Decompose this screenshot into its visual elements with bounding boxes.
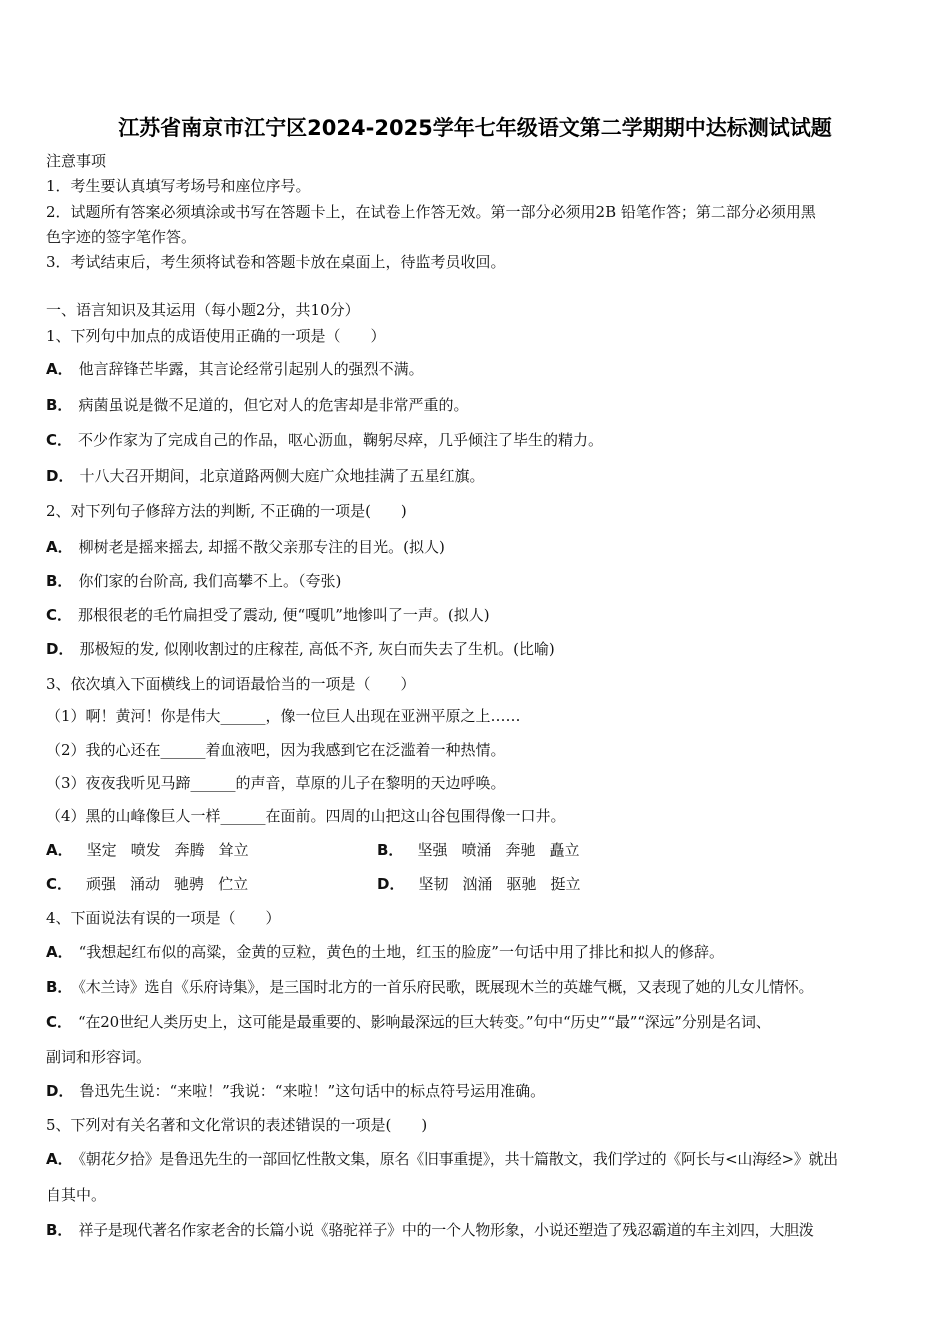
q5-option-a xyxy=(46,1149,838,1169)
option-text: 不少作家为了完成自己的作品，呕心沥血，鞠躬尽瘁，几乎倾注了毕生的精力。 xyxy=(78,431,604,449)
notice-item: 色字迹的签字笔作答。 xyxy=(46,228,197,246)
option-word: 奔驰 xyxy=(505,841,536,859)
option-word: 挺立 xyxy=(550,875,581,893)
option-label: B． xyxy=(46,978,73,996)
option-word: 伫立 xyxy=(218,875,249,893)
option-label: A． xyxy=(46,1150,73,1168)
q1-option-a xyxy=(46,359,424,379)
option-word: 汹涌 xyxy=(462,875,493,893)
option-text: 祥子是现代著名作家老舍的长篇小说《骆驼祥子》中的一个人物形象，小说还塑造了残忍霸道的车主刘四，大胆泼 xyxy=(78,1221,814,1239)
q4-option-b xyxy=(46,977,813,997)
q3-option-b xyxy=(377,840,594,860)
option-word: 奔腾 xyxy=(174,841,205,859)
q1-option-c xyxy=(46,430,603,450)
option-label: A． xyxy=(46,360,73,378)
option-text: 他言辞锋芒毕露，其言论经常引起别人的强烈不满。 xyxy=(78,360,424,378)
option-label: A． xyxy=(46,538,73,556)
notice-item: 1．考生要认真填写考场号和座位序号。 xyxy=(46,177,311,195)
section-heading: 一、语言知识及其运用（每小题2分，共10分） xyxy=(46,301,360,319)
option-text: 柳树老是摇来摇去, 却摇不散父亲那专注的目光。(拟人) xyxy=(78,538,445,556)
option-label: D． xyxy=(46,1082,74,1100)
option-label: A． xyxy=(46,841,73,859)
q5-option-b xyxy=(46,1220,813,1240)
option-word: 顽强 xyxy=(86,875,117,893)
option-text: 自其中。 xyxy=(46,1186,107,1204)
option-word: 矗立 xyxy=(549,841,580,859)
option-word: 涌动 xyxy=(130,875,161,893)
q1-option-d xyxy=(46,466,484,486)
option-label: C． xyxy=(46,431,73,449)
notice-item: 2．试题所有答案必须填涂或书写在答题卡上，在试卷上作答无效。第一部分必须用2B 铅笔作答；第二部分必须用黑 xyxy=(46,203,816,221)
q2-option-b xyxy=(46,571,341,591)
q1-option-b xyxy=(46,395,468,415)
option-text: 那根很老的毛竹扁担受了震动, 便“嘎叽”地惨叫了一声。(拟人) xyxy=(78,606,490,624)
q2-option-a xyxy=(46,537,445,557)
option-text: “我想起红布似的高粱，金黄的豆粒，黄色的土地，红玉的脸庞”一句话中用了排比和拟人的修辞。 xyxy=(78,943,724,961)
option-word: 耸立 xyxy=(218,841,249,859)
question-stem-3: 3、依次填入下面横线上的词语最恰当的一项是（ ） xyxy=(46,675,416,693)
option-label: C． xyxy=(46,606,73,624)
option-word: 驱驰 xyxy=(506,875,537,893)
question-stem-5: 5、下列对有关名著和文化常识的表述错误的一项是( ) xyxy=(46,1116,428,1134)
q3-item: （1）啊！黄河！你是伟大______，像一位巨人出现在亚洲平原之上…… xyxy=(46,707,521,725)
option-label: B． xyxy=(377,841,404,859)
option-text: 《木兰诗》选自《乐府诗集》，是三国时北方的一首乐府民歌，既展现木兰的英雄气概，又表现了她的儿女儿情怀。 xyxy=(78,978,814,996)
option-text: 《朝花夕拾》是鲁迅先生的一部回忆性散文集，原名《旧事重提》，共十篇散文，我们学过的《阿长与<山海经>》就出 xyxy=(78,1150,838,1168)
q2-option-d xyxy=(46,639,555,659)
q3-item: （4）黑的山峰像巨人一样______在面前。四周的山把这山谷包围得像一口井。 xyxy=(46,807,566,825)
option-label: C． xyxy=(46,875,73,893)
option-text: 鲁迅先生说：“来啦！”我说：“来啦！”这句话中的标点符号运用准确。 xyxy=(79,1082,546,1100)
option-word: 喷发 xyxy=(130,841,161,859)
q4-option-d xyxy=(46,1081,545,1101)
option-word: 坚韧 xyxy=(418,875,449,893)
option-label: C． xyxy=(46,1013,73,1031)
option-label: B． xyxy=(46,572,73,590)
option-text: 那极短的发, 似刚收割过的庄稼茬, 高低不齐, 灰白而失去了生机。(比喻) xyxy=(79,640,555,658)
q3-option-c xyxy=(46,874,262,894)
q5-option-a-cont xyxy=(46,1185,106,1205)
option-word: 坚定 xyxy=(86,841,117,859)
option-text: 十八大召开期间，北京道路两侧大庭广众地挂满了五星红旗。 xyxy=(79,467,485,485)
option-word: 驰骋 xyxy=(174,875,205,893)
option-text: 副词和形容词。 xyxy=(46,1048,152,1066)
q4-option-c xyxy=(46,1012,771,1032)
option-text: 你们家的台阶高, 我们高攀不上。（夸张) xyxy=(78,572,342,590)
q3-item: （3）夜夜我听见马蹄______的声音，草原的儿子在黎明的天边呼唤。 xyxy=(46,774,506,792)
option-word: 喷涌 xyxy=(461,841,492,859)
option-label: A． xyxy=(46,943,73,961)
q4-option-c-cont xyxy=(46,1047,151,1067)
question-stem-4: 4、下面说法有误的一项是（ ） xyxy=(46,909,281,927)
option-label: B． xyxy=(46,396,73,414)
q3-item: （2）我的心还在______着血液吧，因为我感到它在泛滥着一种热情。 xyxy=(46,741,506,759)
notice-heading: 注意事项 xyxy=(46,152,107,170)
notice-item: 3．考试结束后，考生须将试卷和答题卡放在桌面上，待监考员收回。 xyxy=(46,253,506,271)
question-stem-1: 1、下列句中加点的成语使用正确的一项是（ ） xyxy=(46,327,386,345)
option-label: D． xyxy=(46,467,74,485)
option-text: “在20世纪人类历史上，这可能是最重要的、影响最深远的巨大转变。”句中“历史”“最”“深远”分别是名词、 xyxy=(78,1013,771,1031)
option-label: B． xyxy=(46,1221,73,1239)
q2-option-c xyxy=(46,605,490,625)
option-label: D． xyxy=(377,875,405,893)
page-title: 江苏省南京市江宁区2024-2025学年七年级语文第二学期期中达标测试试题 xyxy=(118,116,832,140)
option-text: 病菌虽说是微不足道的，但它对人的危害却是非常严重的。 xyxy=(78,396,469,414)
option-word: 坚强 xyxy=(417,841,448,859)
q4-option-a xyxy=(46,942,724,962)
option-label: D． xyxy=(46,640,74,658)
question-stem-2: 2、对下列句子修辞方法的判断, 不正确的一项是( ) xyxy=(46,502,407,520)
q3-option-a xyxy=(46,840,263,860)
q3-option-d xyxy=(377,874,595,894)
